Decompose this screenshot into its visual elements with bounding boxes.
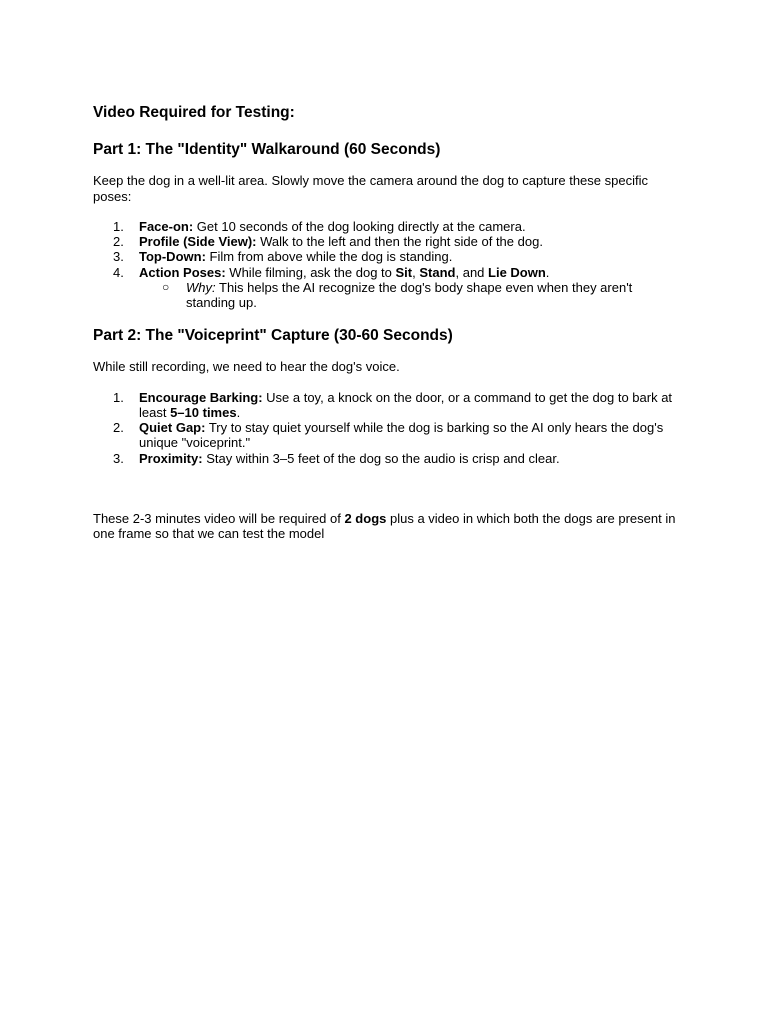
sub-list — [139, 280, 683, 310]
item-text: Try to stay quiet yourself while the dog is barking so the AI only hears the dog's unique "voiceprint." — [139, 420, 664, 451]
part1-list — [93, 219, 683, 310]
document-title: Video Required for Testing: — [93, 104, 295, 121]
item-label: Profile (Side View): — [139, 234, 257, 250]
pose-lie-down: Lie Down — [488, 264, 546, 280]
item-text: Use a toy, a knock on the door, or a command to get the dog to bark at least — [139, 389, 673, 420]
list-number: 3. — [113, 450, 124, 466]
item-text: Walk to the left and then the right side of the dog. — [256, 234, 543, 250]
list-item — [93, 234, 683, 249]
list-number: 2. — [113, 234, 124, 250]
item-label: Action Poses: — [139, 264, 226, 280]
bark-count: 5–10 times — [170, 404, 237, 420]
closing-paragraph — [93, 511, 683, 542]
part2-intro: While still recording, we need to hear the dog's voice. — [93, 359, 400, 375]
sub-item-text: This helps the AI recognize the dog's body shape even when they aren't standing up. — [186, 279, 633, 311]
part1-heading: Part 1: The "Identity" Walkaround (60 Seconds) — [93, 141, 441, 158]
item-text: While filming, ask the dog to — [225, 264, 396, 280]
hollow-bullet-icon: ○ — [162, 279, 170, 294]
list-number: 2. — [113, 420, 124, 436]
item-label: Encourage Barking: — [139, 389, 263, 405]
list-number: 3. — [113, 249, 124, 265]
list-item — [93, 420, 683, 450]
separator: , — [412, 264, 420, 280]
item-label: Proximity: — [139, 450, 203, 466]
separator: , and — [455, 264, 489, 280]
pose-stand: Stand — [419, 264, 456, 280]
list-number: 1. — [113, 219, 124, 234]
item-label: Quiet Gap: — [139, 420, 206, 436]
sub-item-label: Why: — [186, 279, 216, 295]
part2-list — [93, 390, 683, 466]
item-label: Top-Down: — [139, 249, 206, 265]
sub-list-item — [139, 280, 683, 310]
list-item — [93, 219, 683, 234]
dog-count: 2 dogs — [344, 510, 387, 526]
closing-text: These 2-3 minutes video will be required of — [93, 510, 345, 526]
list-number: 4. — [113, 264, 124, 280]
item-text: Stay within 3–5 feet of the dog so the audio is crisp and clear. — [202, 450, 560, 466]
item-text: Get 10 seconds of the dog looking directly at the camera. — [193, 219, 526, 234]
item-end: . — [236, 404, 241, 420]
list-item — [93, 249, 683, 264]
closing-text: plus a video in which both the dogs are present in one frame so that we can test the model — [93, 510, 676, 542]
pose-sit: Sit — [395, 264, 413, 280]
part2-heading: Part 2: The "Voiceprint" Capture (30-60 Seconds) — [93, 327, 453, 345]
item-text: Film from above while the dog is standing. — [205, 249, 453, 265]
list-item — [93, 265, 683, 311]
item-end: . — [545, 264, 550, 280]
document-page — [93, 103, 683, 542]
list-item — [93, 451, 683, 466]
list-item — [93, 390, 683, 420]
list-number: 1. — [113, 389, 124, 405]
part1-intro: Keep the dog in a well-lit area. Slowly move the camera around the dog to capture these specific poses: — [93, 173, 648, 204]
item-label: Face-on: — [139, 219, 194, 234]
